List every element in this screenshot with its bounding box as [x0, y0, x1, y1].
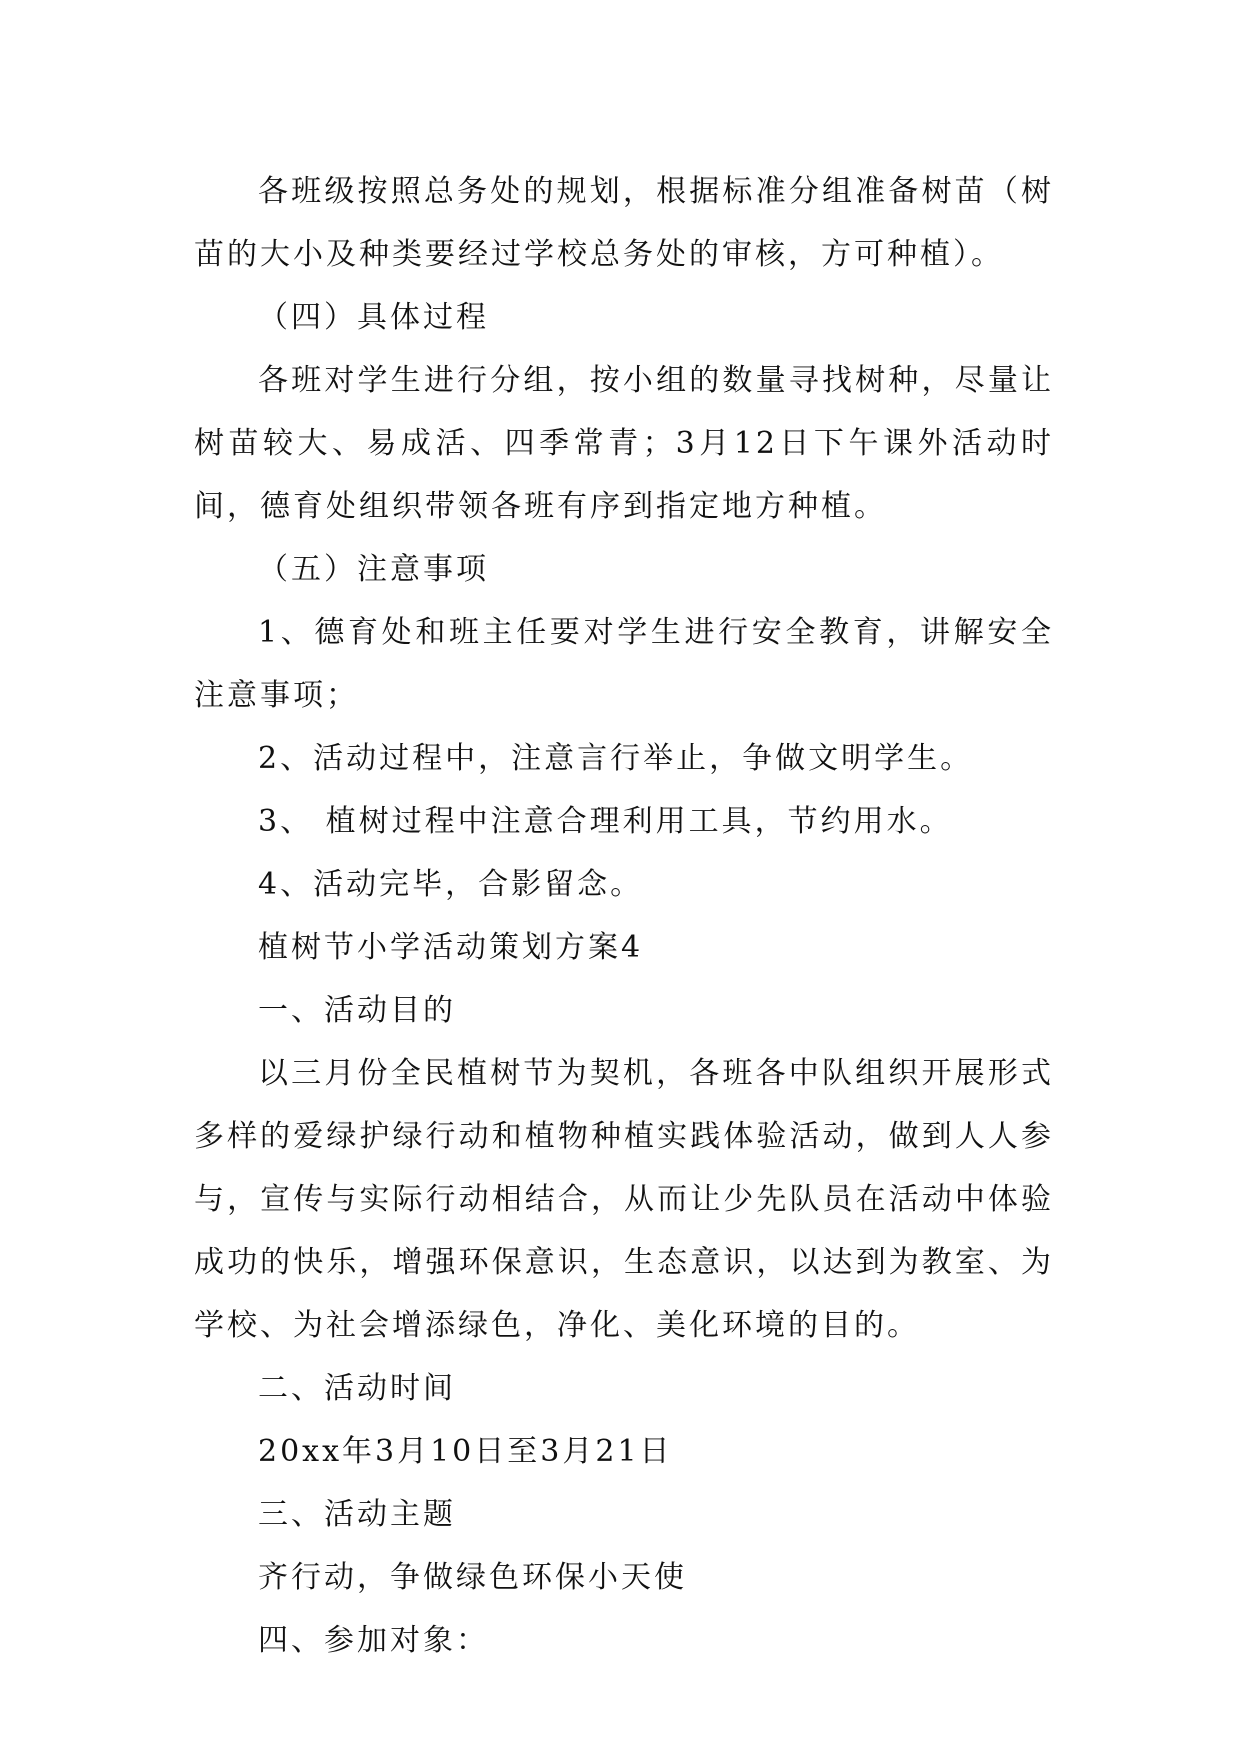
note-item-3: 3、 植树过程中注意合理利用工具，节约用水。	[258, 804, 953, 839]
section-heading-time: 二、活动时间	[258, 1371, 456, 1406]
note-item-1: 1、德育处和班主任要对学生进行安全教育，讲解安全注意事项；	[194, 615, 1054, 713]
section-heading-purpose: 一、活动目的	[258, 993, 456, 1028]
section-heading-participants: 四、参加对象：	[258, 1623, 489, 1658]
paragraph-purpose: 以三月份全民植树节为契机，各班各中队组织开展形式多样的爱绿护绿行动和植物种植实践体验活动，做到人人参与，宣传与实际行动相结合，从而让少先队员在活动中体验成功的快乐，增强环保意识，生态意识，以达到为教室、为学校、为社会增添绿色，净化、美化环境的目的。	[194, 1056, 1054, 1343]
section-heading-process: （四）具体过程	[258, 300, 489, 335]
paragraph-prepare-saplings: 各班级按照总务处的规划，根据标准分组准备树苗（树苗的大小及种类要经过学校总务处的审核，方可种植）。	[194, 174, 1054, 272]
paragraph-process: 各班对学生进行分组，按小组的数量寻找树种，尽量让树苗较大、易成活、四季常青；3月12日下午课外活动时间，德育处组织带领各班有序到指定地方种植。	[194, 363, 1054, 524]
section-heading-theme: 三、活动主题	[258, 1497, 456, 1532]
plan-title: 植树节小学活动策划方案4	[258, 930, 644, 965]
note-item-2: 2、活动过程中，注意言行举止，争做文明学生。	[258, 741, 974, 776]
paragraph-time: 20xx年3月10日至3月21日	[258, 1434, 673, 1469]
document-body	[194, 160, 1054, 1672]
note-item-4: 4、活动完毕，合影留念。	[258, 867, 644, 902]
paragraph-theme: 齐行动，争做绿色环保小天使	[258, 1560, 687, 1595]
section-heading-notes: （五）注意事项	[258, 552, 489, 587]
